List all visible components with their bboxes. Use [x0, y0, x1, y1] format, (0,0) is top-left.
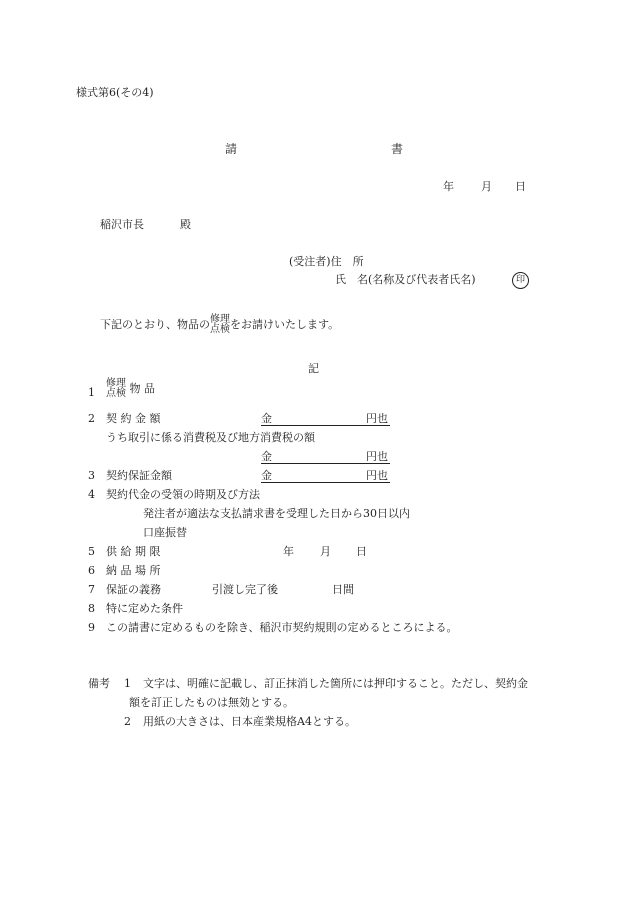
intro-stack-top: 修理 — [210, 314, 230, 325]
item5-number: 5 — [88, 545, 95, 558]
intro-before: 下記のとおり、物品の — [100, 318, 210, 331]
title-char-left: 請 — [225, 142, 238, 156]
item6-label: 納 品 場 所 — [106, 564, 161, 577]
item1-stack-top: 修理 — [106, 378, 126, 389]
item7-number: 7 — [88, 583, 95, 596]
item2-number: 2 — [88, 412, 95, 425]
item3-label: 契約保証金額 — [106, 469, 172, 482]
date-day: 日 — [515, 180, 526, 193]
item2-tax-label: うち取引に係る消費税及び地方消費税の額 — [106, 431, 315, 444]
item7-days: 日間 — [332, 583, 354, 596]
item1-text: 物 品 — [129, 382, 155, 395]
item1-number: 1 — [88, 386, 95, 399]
item4-detail-line1: 発注者が適法な支払請求書を受理した日から30日以内 — [143, 507, 410, 520]
item2-label: 契 約 金 額 — [106, 412, 161, 425]
item1-stack — [106, 379, 126, 399]
intro-after: をお請けいたします。 — [230, 318, 340, 331]
item3-yen: 円也 — [366, 469, 388, 482]
item5-year: 年 — [283, 545, 294, 558]
note2-number: 2 — [124, 715, 131, 728]
item9-label: この請書に定めるものを除き、稲沢市契約規則の定めるところによる。 — [106, 621, 458, 634]
item9-number: 9 — [88, 621, 95, 634]
item3-kin: 金 — [261, 469, 272, 482]
form-number: 様式第6(その4) — [76, 86, 154, 99]
intro-stack — [210, 315, 230, 335]
item8-label: 特に定めた条件 — [106, 602, 183, 615]
ki-heading: 記 — [308, 362, 319, 375]
addressee-honorific: 殿 — [180, 218, 191, 231]
intro-stack-bottom: 点検 — [210, 324, 230, 335]
item4-number: 4 — [88, 488, 95, 501]
item2-yen: 円也 — [366, 412, 388, 425]
seal-mark: 印 — [512, 272, 529, 289]
item2-tax-yen: 円也 — [366, 450, 388, 463]
contractor-name-label: 氏 名(名称及び代表者氏名) — [335, 273, 476, 286]
item8-number: 8 — [88, 602, 95, 615]
title-char-right: 書 — [391, 142, 404, 156]
notes-heading: 備考 — [88, 677, 110, 690]
contractor-address-label: (受注者)住 所 — [289, 255, 364, 268]
item1-label — [106, 378, 155, 400]
item4-label: 契約代金の受領の時期及び方法 — [106, 488, 260, 501]
item2-kin: 金 — [261, 412, 272, 425]
note2-text: 用紙の大きさは、日本産業規格A4とする。 — [143, 715, 356, 728]
addressee-name: 稲沢市長 — [100, 218, 144, 231]
note1-number: 1 — [124, 677, 131, 690]
item1-stack-bottom: 点検 — [106, 388, 126, 399]
item5-label: 供 給 期 限 — [106, 545, 161, 558]
item5-month: 月 — [320, 545, 331, 558]
item4-detail-line2: 口座振替 — [143, 526, 187, 539]
date-year: 年 — [443, 180, 454, 193]
item2-tax-kin: 金 — [261, 450, 272, 463]
note1-line2: 額を訂正したものは無効とする。 — [129, 696, 294, 709]
intro-sentence — [100, 314, 339, 336]
date-month: 月 — [481, 180, 492, 193]
item7-middle: 引渡し完了後 — [212, 583, 278, 596]
note1-line1: 文字は、明確に記載し、訂正抹消した箇所には押印すること。ただし、契約金 — [143, 677, 528, 690]
item6-number: 6 — [88, 564, 95, 577]
item5-day: 日 — [356, 545, 367, 558]
item7-label: 保証の義務 — [106, 583, 161, 596]
item3-number: 3 — [88, 469, 95, 482]
